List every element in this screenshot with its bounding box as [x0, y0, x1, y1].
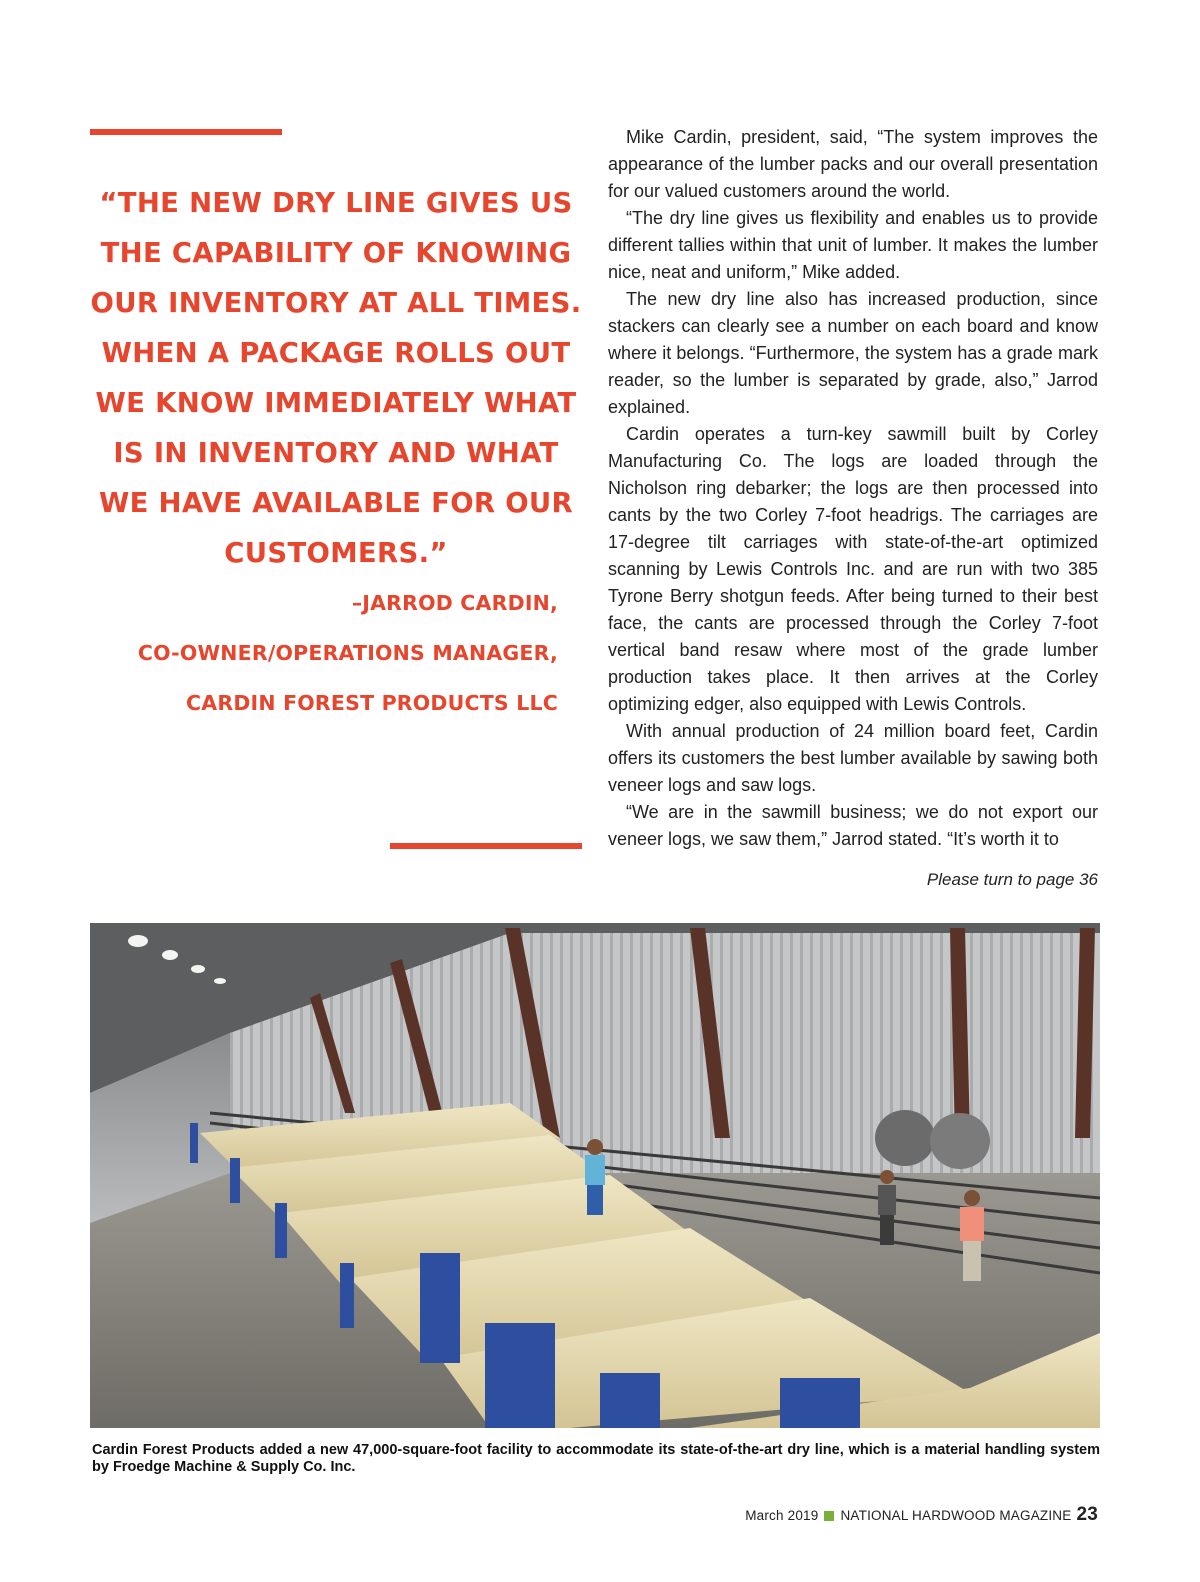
article-paragraph: “The dry line gives us flexibility and enables us to provide different tallies within that unit of lumber. It makes the lumber nice, neat and uniform,” Mike added. [608, 208, 1098, 282]
pullquote-bottom-rule [390, 843, 582, 849]
page-number: 23 [1076, 1504, 1098, 1525]
pull-quote [90, 178, 582, 728]
article-paragraph: Mike Cardin, president, said, “The system improves the appearance of the lumber packs and our overall presentation for our valued customers around the world. [608, 127, 1098, 201]
footer-issue-date: March 2019 [745, 1508, 819, 1523]
article-paragraph: “We are in the sawmill business; we do not export our veneer logs, we saw them,” Jarrod stated. “It’s worth it to [608, 802, 1098, 849]
page-footer [745, 1504, 1098, 1526]
pull-quote-text: “THE NEW DRY LINE GIVES US THE CAPABILITY OF KNOWING OUR INVENTORY AT ALL TIMES. WHEN A PACKAGE ROLLS OUT WE KNOW IMMEDIATELY WHAT IS IN INVENTORY AND WHAT WE HAVE AVAILABLE FOR OUR CUSTOMERS.” [90, 187, 582, 569]
article-body [608, 124, 1098, 853]
pullquote-top-rule [90, 129, 282, 135]
pull-quote-attribution-company: CARDIN FOREST PRODUCTS LLC [186, 691, 558, 715]
pull-quote-attribution-name: –JARROD CARDIN, [351, 591, 558, 615]
article-paragraph: With annual production of 24 million board feet, Cardin offers its customers the best lumber available by sawing both veneer logs and saw logs. [608, 721, 1098, 795]
continued-notice: Please turn to page 36 [926, 870, 1098, 889]
article-paragraph: Cardin operates a turn-key sawmill built by Corley Manufacturing Co. The logs are loaded through the Nicholson ring debarker; the logs are then processed into cants by the two Corley 7-foot headrigs. The carriages are 17-degree tilt carriages with state-of-the-art optimized scanning by Lewis Controls Inc. and are run with two 385 Tyrone Berry shotgun feeds. After being turned to their best face, the cants are processed through the Corley 7-foot vertical band resaw where most of the grade lumber production takes place. It then arrives at the Corley optimizing edger, also equipped with Lewis Controls. [608, 424, 1098, 714]
photo-caption: Cardin Forest Products added a new 47,000-square-foot facility to accommodate its state-of-the-art dry line, which is a material handling system by Froedge Machine & Supply Co. Inc. [92, 1442, 1100, 1475]
pull-quote-attribution-title: CO-OWNER/OPERATIONS MANAGER, [137, 641, 558, 665]
footer-separator-square [824, 1511, 834, 1521]
footer-publication-name: NATIONAL HARDWOOD MAGAZINE [840, 1508, 1072, 1523]
dry-line-illustration [90, 923, 1100, 1428]
article-paragraph: The new dry line also has increased production, since stackers can clearly see a number on each board and know where it belongs. “Furthermore, the system has a grade mark reader, so the lumber is separated by grade, also,” Jarrod explained. [608, 289, 1098, 417]
sawmill-dry-line-photo [90, 923, 1100, 1428]
